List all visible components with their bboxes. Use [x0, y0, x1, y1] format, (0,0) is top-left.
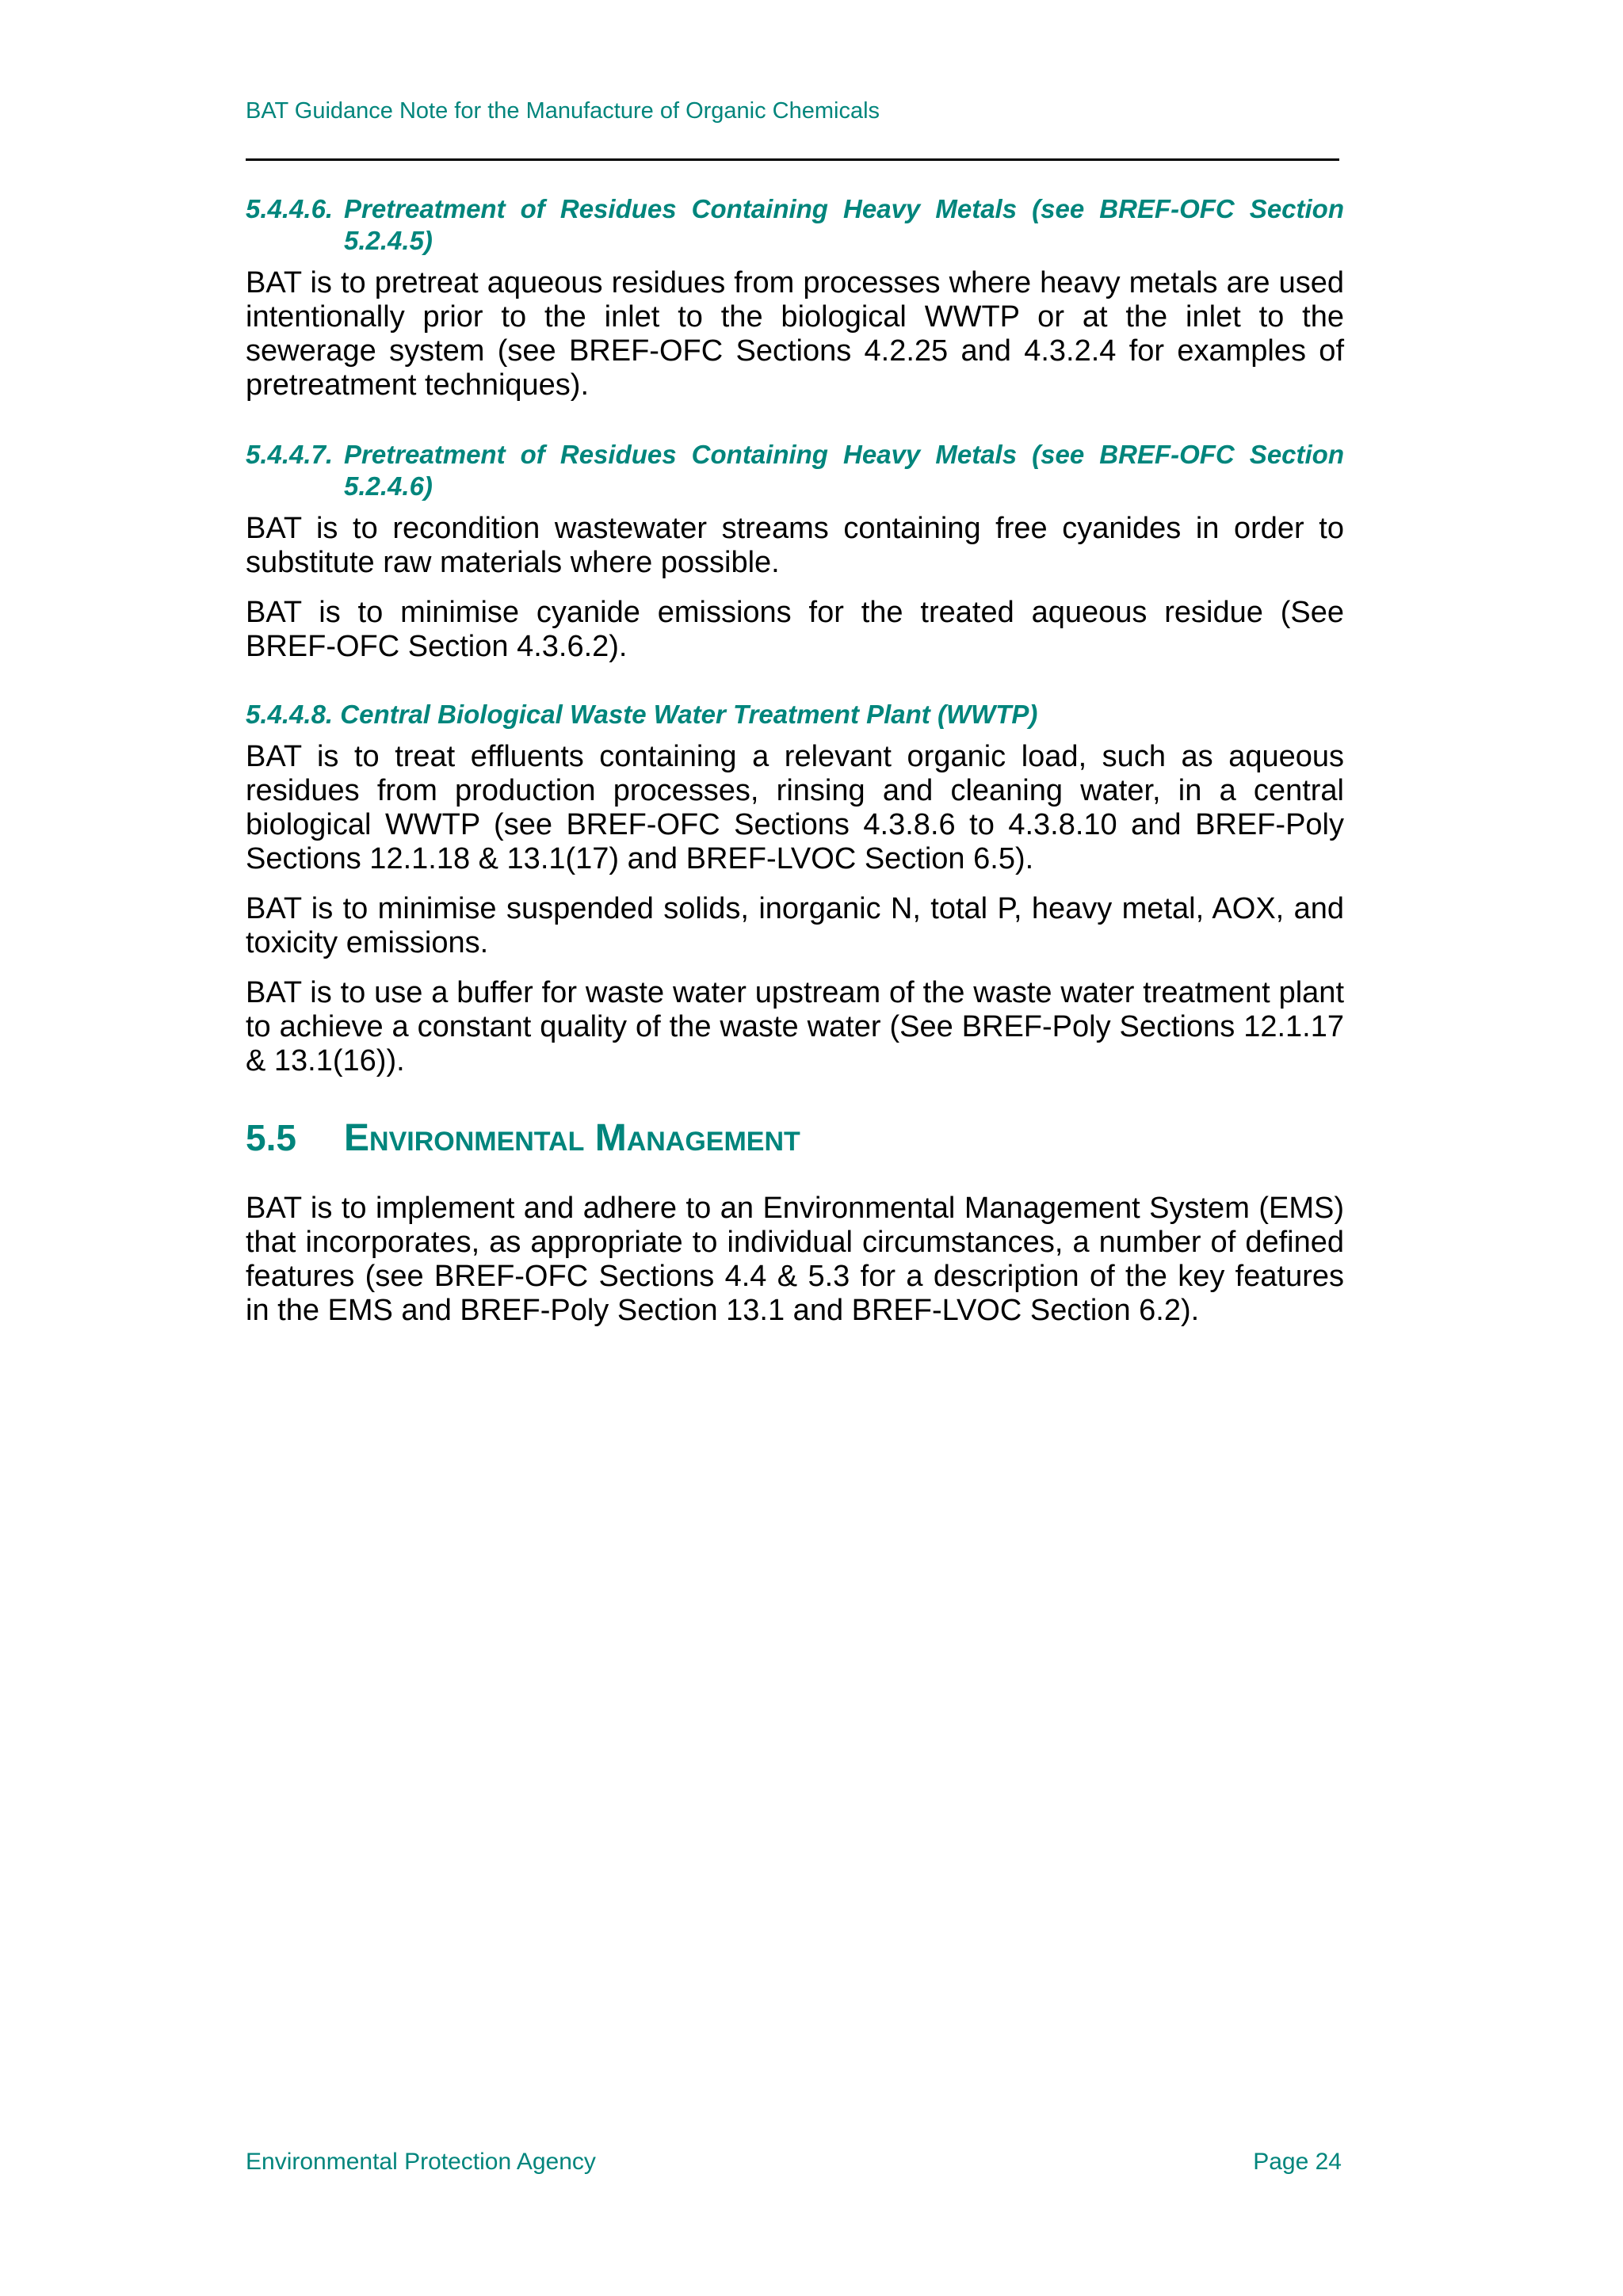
header-divider	[246, 158, 1339, 161]
heading-number: 5.4.4.6.	[246, 194, 334, 223]
heading-5-4-4-6	[246, 193, 1344, 257]
heading-title: Pretreatment of Residues Containing Heavy Metals (see BREF-OFC Section 5.2.4.6)	[344, 440, 1344, 501]
paragraph: BAT is to pretreat aqueous residues from processes where heavy metals are used intentionally prior to the inlet to the biological WWTP or at the inlet to the sewerage system (see BREF-OFC Sections 4.2.25 and 4.3.2.4 for examples of pretreatment techniques).	[246, 266, 1344, 402]
footer-page-number: Page 24	[1253, 2149, 1342, 2175]
heading-title: Environmental Management	[344, 1117, 800, 1159]
heading-number: 5.4.4.7.	[246, 440, 334, 469]
heading-number: 5.5	[246, 1117, 296, 1158]
running-header: BAT Guidance Note for the Manufacture of Organic Chemicals	[246, 98, 880, 124]
paragraph: BAT is to minimise suspended solids, inorganic N, total P, heavy metal, AOX, and toxicity emissions.	[246, 892, 1344, 959]
footer-organization: Environmental Protection Agency	[246, 2149, 596, 2175]
paragraph: BAT is to treat effluents containing a relevant organic load, such as aqueous residues from production processes, rinsing and cleaning water, in a central biological WWTP (see BREF-OFC Sections 4.3.8.6 to 4.3.8.10 and BREF-Poly Sections 12.1.18 & 13.1(17) and BREF-LVOC Section 6.5).	[246, 740, 1344, 875]
heading-5-5	[246, 1116, 1344, 1160]
paragraph: BAT is to minimise cyanide emissions for the treated aqueous residue (See BREF-OFC Section 4.3.6.2).	[246, 596, 1344, 663]
paragraph: BAT is to implement and adhere to an Environmental Management System (EMS) that incorporates, as appropriate to individual circumstances, a number of defined features (see BREF-OFC Sections 4.4 & 5.3 for a description of the key features in the EMS and BREF-Poly Section 13.1 and BREF-LVOC Section 6.2).	[246, 1192, 1344, 1327]
page-body	[246, 193, 1344, 1328]
heading-5-4-4-7	[246, 439, 1344, 502]
paragraph: BAT is to recondition wastewater streams containing free cyanides in order to substitute raw materials where possible.	[246, 512, 1344, 579]
heading-title: Pretreatment of Residues Containing Heavy Metals (see BREF-OFC Section 5.2.4.5)	[344, 194, 1344, 255]
heading-5-4-4-8: 5.4.4.8. Central Biological Waste Water Treatment Plant (WWTP)	[246, 700, 1038, 729]
paragraph: BAT is to use a buffer for waste water upstream of the waste water treatment plant to achieve a constant quality of the waste water (See BREF-Poly Sections 12.1.17 & 13.1(16)).	[246, 976, 1344, 1077]
